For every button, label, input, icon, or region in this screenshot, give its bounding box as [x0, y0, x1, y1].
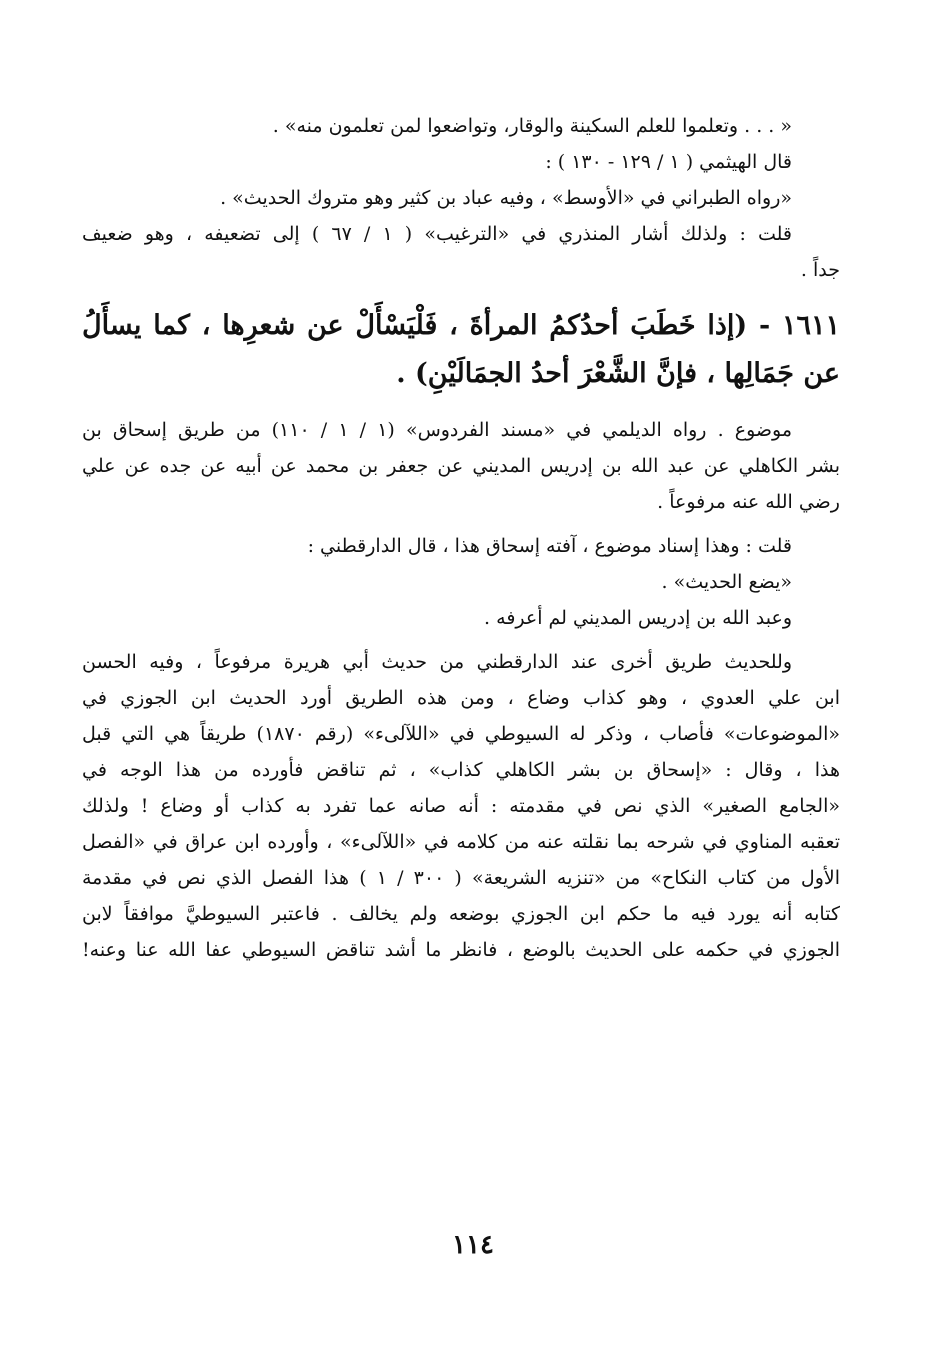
page-number: ١١٤ — [452, 1230, 494, 1260]
mundhiri-note-line2: جداً . — [800, 259, 840, 281]
paragraph-line: هذا ، وقال : «إسحاق بن بشر الكاهلي كذاب» ، ثم تناقض فأورده من هذا الوجه في — [82, 759, 840, 781]
paragraph-line: تعقبه المناوي في شرحه بما نقلته عنه من كلامه في «اللآلىء» ، وأورده ابن عراق في «الفصل — [82, 831, 840, 853]
takhrij-line2: بشر الكاهلي عن عبد الله بن إدريس المديني عن جعفر بن محمد عن أبيه عن جده عن علي — [82, 455, 840, 477]
abdullah-comment: وعبد الله بن إدريس المديني لم أعرفه . — [484, 607, 792, 629]
paragraph-line: «الجامع الصغير» الذي نص في مقدمته : أنه صانه عما تفرد به كذاب أو وضاع ! ولذلك — [82, 795, 840, 817]
page-body — [82, 108, 840, 968]
haythami-reference: قال الهيثمي ( ١ / ١٢٩ - ١٣٠ ) : — [545, 151, 792, 173]
quote-intro: « . . . وتعلموا للعلم السكينة والوقار، وتواضعوا لمن تعلمون منه» . — [272, 115, 792, 137]
hadith-text — [82, 302, 840, 398]
paragraph-line: كتابه أنه يورد فيه ما حكم ابن الجوزي بوضعه ولم يخالف . فاعتبر السيوطيَّ موافقاً لابن — [82, 903, 840, 925]
takhrij-line1: موضوع . رواه الديلمي في «مسند الفردوس» (١ / ١ / ١١٠) من طريق إسحاق بن — [82, 419, 793, 441]
paragraph-line: وللحديث طريق أخرى عند الدارقطني من حديث أبي هريرة مرفوعاً ، وفيه الحسن — [82, 651, 792, 673]
paragraph-line: الأول من كتاب النكاح» من «تنزيه الشريعة» ( ٣٠٠ / ١ ) هذا الفصل الذي نص في مقدمة — [82, 867, 840, 889]
daraqutni-comment: قلت : وهذا إسناد موضوع ، آفته إسحاق هذا ، قال الدارقطني : — [307, 535, 792, 557]
haythami-quote: «رواه الطبراني في «الأوسط» ، وفيه عباد بن كثير وهو متروك الحديث» . — [220, 187, 792, 209]
hadith-line2: عن جَمَالِها ، فإنَّ الشَّعْرَ أحدُ الجمَالَيْنِ) . — [396, 358, 840, 389]
hadith-line1: ١٦١١ - (إذا خَطَبَ أحدُكمُ المرأةَ ، فَلْيَسْأَلْ عن شعرِها ، كما يسأَلُ — [82, 310, 840, 341]
daraqutni-quote: «يضع الحديث» . — [661, 571, 792, 593]
paragraph-line: الجوزي في حكمه على الحديث بالوضع ، فانظر ما أشد تناقض السيوطي عفا الله عنا وعنه! — [82, 939, 840, 961]
takhrij-line3: رضي الله عنه مرفوعاً . — [657, 491, 840, 513]
paragraph-line: «الموضوعات» فأصاب ، وذكر له السيوطي في «اللآلىء» (رقم ١٨٧٠) طريقاً هي التي قبل — [82, 723, 840, 745]
mundhiri-note-line1: قلت : ولذلك أشار المنذري في «الترغيب» ( ١ / ٦٧ ) إلى تضعيفه ، وهو ضعيف — [82, 223, 792, 245]
paragraph-line: ابن علي العدوي ، وهو كذاب وضاع ، ومن هذه الطريق أورد الحديث ابن الجوزي في — [82, 687, 840, 709]
discussion-paragraph — [82, 644, 840, 968]
